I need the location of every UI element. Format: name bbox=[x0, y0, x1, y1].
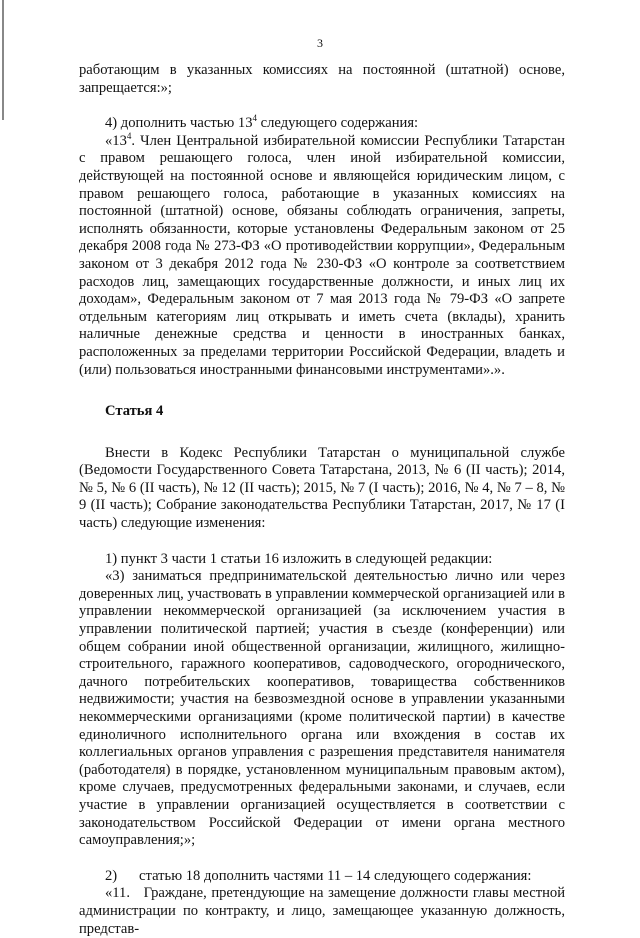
part-13-4-text: . Член Центральной избирательной комиссии Республики Татарстан с правом решающего голоса, член иной избирательной комиссии, действующей на постоянной основе и являющейся юридическим лицом, с правом решающего голоса, работающие в указанных комиссиях на постоянной (штатной) основе, обязаны соблюдать ограничения, запреты, исполнять обязанности, которые установлены Федеральным законом от 25 декабря 2008 года № 273-ФЗ «О противодействии коррупции», Федеральным законом от 3 декабря 2012 года № 230-ФЗ «О контроле за соответствием расходов лиц, замещающих государственные должности, и иных лиц их доходам», Федеральным законом от 7 мая 2013 года № 79-ФЗ «О запрете отдельным категориям лиц открывать и иметь счета (вклады), хранить наличные денежные средства и ценности в иностранных банках, расположенных за пределами территории Российской Федерации, владеть и (или) пользоваться иностранными финансовыми инструментами».». bbox=[79, 132, 565, 378]
paragraph-continuation: работающим в указанных комиссиях на постоянной (штатной) основе, запрещается:»; bbox=[79, 62, 565, 96]
paragraph-item-2: 2) статью 18 дополнить частями 11 – 14 следующего содержания: bbox=[105, 867, 532, 884]
paragraph-article-4-intro: Внести в Кодекс Республики Татарстан о муниципальной службе (Ведомости Государственного Совета Татарстана, 2013, № 6 (II часть); 2014, № 5, № 6 (II часть), № 12 (II часть); 2015, № 7 (I часть); 2016, № 4, № 7 – 8, № 9 (II часть); Собрание законодательства Республики Татарстан, 2017, № 17 (I часть) следующие изменения: bbox=[79, 444, 565, 532]
paragraph-item-4 bbox=[79, 115, 565, 133]
item-4-text-end: следующего содержания: bbox=[257, 115, 419, 132]
part-13-4-superscript: 4 bbox=[126, 130, 132, 141]
item-4-text: 4) дополнить частью 13 bbox=[105, 115, 253, 132]
paragraph-part-11: «11. Граждане, претендующие на замещение должности главы местной администрации по контракту, и лицо, замещающее указанную должность, представ- bbox=[79, 885, 569, 937]
paragraph-item-1-text: «3) заниматься предпринимательской деятельностью лично или через доверенных лиц, участвовать в управлении коммерческой организацией или в управлении некоммерческой организацией (за исключением участия в управлении политической партией; участия в съезде (конференции) или общем собрании иной общественной организации, жилищного, жилищно-строительного, гаражного кооперативов, садоводческого, огороднического, дачного потребительских кооперативов, товарищества собственников недвижимости; участия на безвозмездной основе в управлении указанными некоммерческими организациями (кроме политической партии) в качестве единоличного исполнительного органа или вхождения в состав их коллегиальных органов управления с разрешения представителя нанимателя (работодателя) в порядке, установленном муниципальным правовым актом), кроме случаев, предусмотренных федеральными законами, и случаев, если участие в управлении организацией осуществляется в соответствии с законодательством Российской Федерации от имени органа местного самоуправления;»; bbox=[79, 568, 565, 849]
scan-edge-mark bbox=[2, 0, 4, 120]
part-13-4-prefix: «13 bbox=[105, 132, 127, 149]
paragraph-item-1: 1) пункт 3 части 1 статьи 16 изложить в следующей редакции: bbox=[105, 550, 493, 567]
item-4-superscript: 4 bbox=[252, 113, 257, 124]
document-body bbox=[79, 62, 569, 938]
article-heading: Статья 4 bbox=[105, 403, 164, 420]
page-number: 3 bbox=[317, 36, 323, 50]
paragraph-part-13-4 bbox=[79, 130, 565, 379]
